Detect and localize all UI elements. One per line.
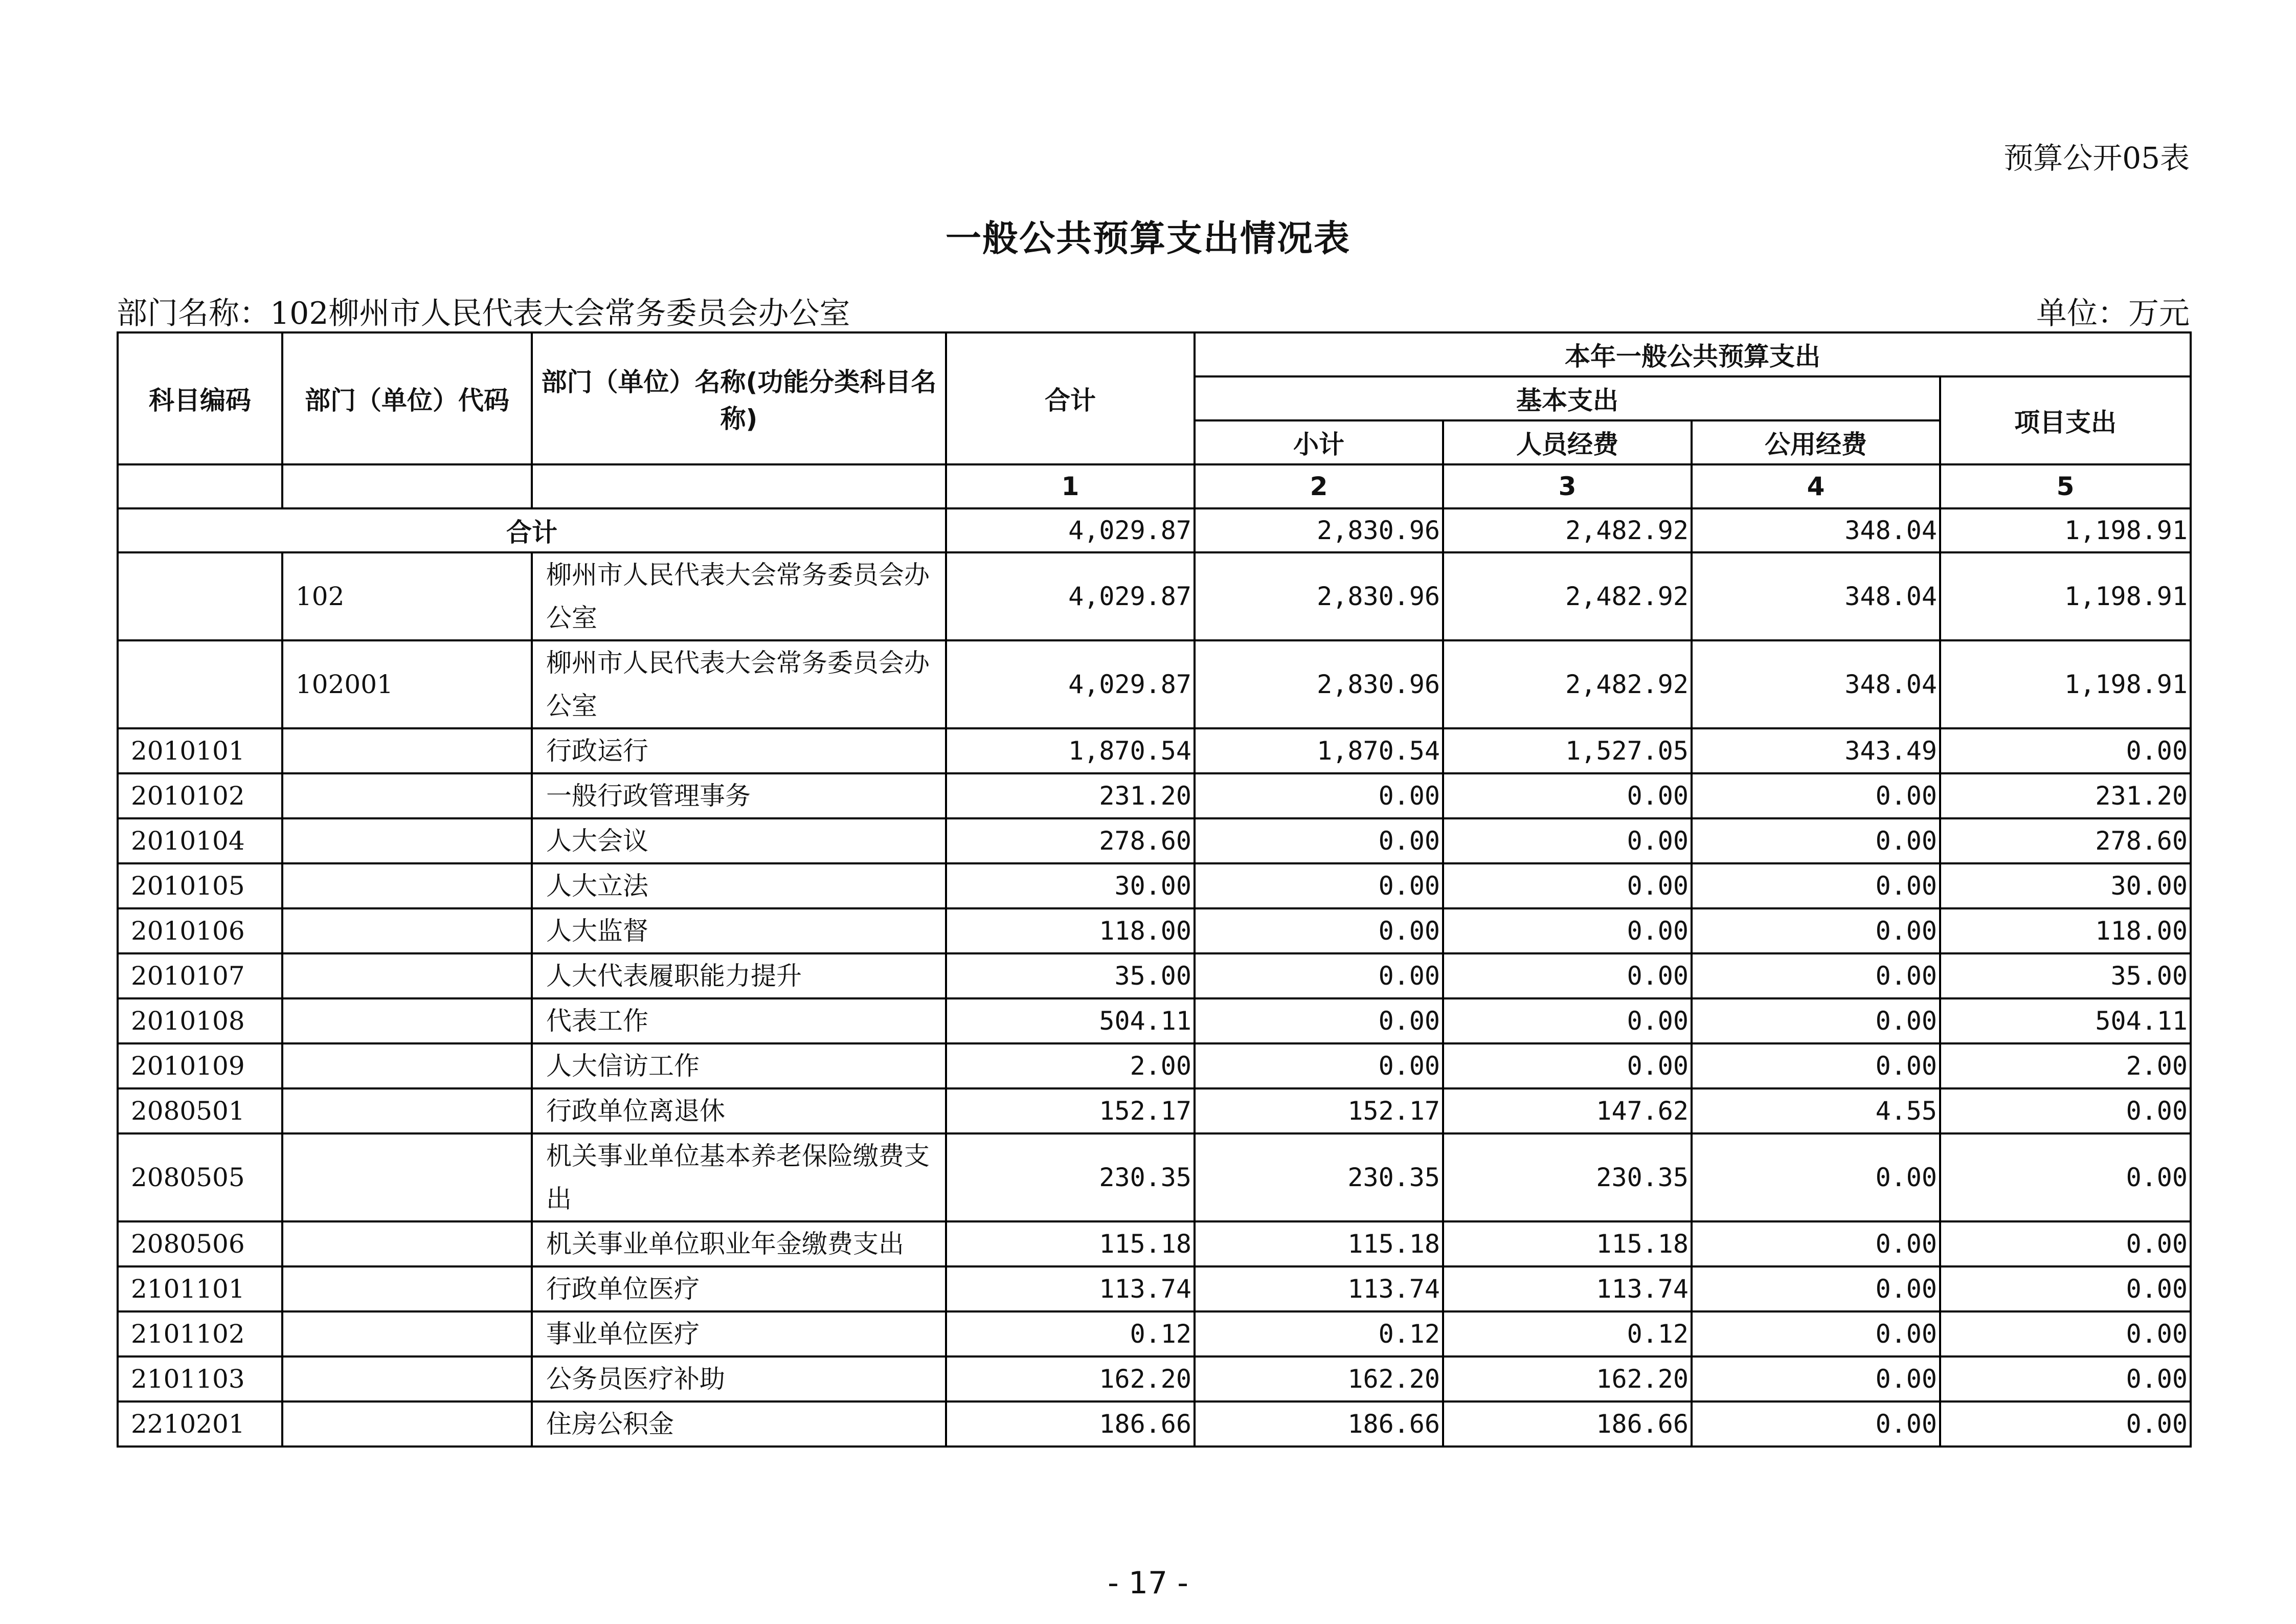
dept-name-cell: 人大立法 [532, 863, 946, 908]
amount-cell: 348.04 [1692, 552, 1940, 640]
amount-cell: 0.00 [1940, 1088, 2191, 1133]
table-row [118, 1221, 2191, 1266]
dept-name-cell: 人大监督 [532, 908, 946, 953]
amount-cell: 113.74 [1443, 1266, 1692, 1311]
dept-code-cell [282, 1088, 532, 1133]
amount-cell: 0.00 [1195, 998, 1443, 1043]
dept-code-cell [282, 1311, 532, 1356]
amount-cell: 4.55 [1692, 1088, 1940, 1133]
header-personnel: 人员经费 [1443, 420, 1692, 464]
page-number: - 17 - [1108, 1565, 1188, 1601]
amount-cell: 0.00 [1940, 1356, 2191, 1401]
amount-cell: 0.00 [1195, 773, 1443, 818]
subject-code-cell: 2210201 [118, 1401, 282, 1447]
amount-cell: 0.12 [1443, 1311, 1692, 1356]
amount-cell: 0.00 [1443, 818, 1692, 863]
header-blank [282, 464, 532, 508]
amount-cell: 0.00 [1692, 1311, 1940, 1356]
amount-cell: 118.00 [1940, 908, 2191, 953]
table-row [118, 1043, 2191, 1088]
amount-cell: 0.00 [1940, 1401, 2191, 1447]
amount-cell: 230.35 [946, 1133, 1195, 1221]
form-code: 预算公开05表 [2004, 141, 2190, 175]
dept-code-cell [282, 908, 532, 953]
amount-cell: 504.11 [1940, 998, 2191, 1043]
dept-name-cell: 事业单位医疗 [532, 1311, 946, 1356]
amount-cell: 152.17 [1195, 1088, 1443, 1133]
amount-cell: 115.18 [946, 1221, 1195, 1266]
amount-cell: 0.00 [1940, 1266, 2191, 1311]
subject-code-cell: 2101103 [118, 1356, 282, 1401]
dept-code-cell [282, 1401, 532, 1447]
amount-cell: 0.00 [1443, 998, 1692, 1043]
amount-cell: 4,029.87 [946, 640, 1195, 728]
table-row [118, 908, 2191, 953]
amount-cell: 0.00 [1443, 1043, 1692, 1088]
amount-cell: 162.20 [1195, 1356, 1443, 1401]
amount-cell: 162.20 [1443, 1356, 1692, 1401]
dept-name-cell: 人大代表履职能力提升 [532, 953, 946, 998]
col-number: 2 [1195, 464, 1443, 508]
amount-cell: 0.00 [1692, 1401, 1940, 1447]
amount-cell: 230.35 [1443, 1133, 1692, 1221]
dept-name-cell: 代表工作 [532, 998, 946, 1043]
col-number: 5 [1940, 464, 2191, 508]
header-basic: 基本支出 [1195, 376, 1940, 420]
amount-cell: 2,830.96 [1195, 640, 1443, 728]
dept-code-cell [282, 953, 532, 998]
table-row [118, 1356, 2191, 1401]
dept-code-cell [282, 1356, 532, 1401]
dept-name-cell: 公务员医疗补助 [532, 1356, 946, 1401]
amount-cell: 0.00 [1692, 863, 1940, 908]
dept-code-cell [282, 1133, 532, 1221]
subject-code-cell: 2080501 [118, 1088, 282, 1133]
amount-cell: 35.00 [946, 953, 1195, 998]
dept-name-cell: 机关事业单位基本养老保险缴费支出 [532, 1133, 946, 1221]
amount-cell: 0.00 [1692, 1221, 1940, 1266]
amount-cell: 0.00 [1195, 818, 1443, 863]
amount-cell: 1,527.05 [1443, 728, 1692, 773]
amount-cell: 2,482.92 [1443, 640, 1692, 728]
subject-code-cell: 2080506 [118, 1221, 282, 1266]
table-row [118, 1088, 2191, 1133]
amount-cell: 0.00 [1692, 998, 1940, 1043]
amount-cell: 0.00 [1940, 728, 2191, 773]
budget-table [117, 331, 2192, 1448]
amount-cell: 162.20 [946, 1356, 1195, 1401]
amount-cell: 2,830.96 [1195, 552, 1443, 640]
total-label: 合计 [118, 508, 946, 552]
amount-cell: 186.66 [946, 1401, 1195, 1447]
dept-name-cell: 住房公积金 [532, 1401, 946, 1447]
amount-cell: 343.49 [1692, 728, 1940, 773]
dept-code-cell [282, 1043, 532, 1088]
amount-cell: 2.00 [1940, 1043, 2191, 1088]
amount-cell: 4,029.87 [946, 552, 1195, 640]
amount-cell: 0.00 [1940, 1221, 2191, 1266]
amount-cell: 0.00 [1692, 908, 1940, 953]
amount-cell: 504.11 [946, 998, 1195, 1043]
header-project: 项目支出 [1940, 376, 2191, 464]
header-subtotal: 小计 [1195, 420, 1443, 464]
amount-cell: 115.18 [1443, 1221, 1692, 1266]
header-dept-code: 部门（单位）代码 [282, 332, 532, 464]
subject-code-cell: 2101101 [118, 1266, 282, 1311]
amount-cell: 2,482.92 [1443, 552, 1692, 640]
subject-code-cell [118, 640, 282, 728]
header-total: 合计 [946, 332, 1195, 464]
amount-cell: 113.74 [1195, 1266, 1443, 1311]
total-value: 2,830.96 [1195, 508, 1443, 552]
dept-code-cell [282, 863, 532, 908]
dept-code-cell [282, 818, 532, 863]
subject-code-cell [118, 552, 282, 640]
total-value: 348.04 [1692, 508, 1940, 552]
header-dept-name: 部门（单位）名称(功能分类科目名称) [532, 332, 946, 464]
amount-cell: 0.00 [1692, 1133, 1940, 1221]
dept-name-cell: 人大会议 [532, 818, 946, 863]
amount-cell: 0.00 [1195, 908, 1443, 953]
subject-code-cell: 2010108 [118, 998, 282, 1043]
col-number: 3 [1443, 464, 1692, 508]
table-row [118, 1266, 2191, 1311]
table-row [118, 1133, 2191, 1221]
amount-cell: 30.00 [946, 863, 1195, 908]
table-row [118, 773, 2191, 818]
dept-name-cell: 行政单位离退休 [532, 1088, 946, 1133]
amount-cell: 0.00 [1692, 1356, 1940, 1401]
amount-cell: 0.00 [1692, 953, 1940, 998]
amount-cell: 1,870.54 [1195, 728, 1443, 773]
amount-cell: 230.35 [1195, 1133, 1443, 1221]
subject-code-cell: 2010109 [118, 1043, 282, 1088]
amount-cell: 30.00 [1940, 863, 2191, 908]
amount-cell: 2.00 [946, 1043, 1195, 1088]
total-value: 4,029.87 [946, 508, 1195, 552]
total-value: 1,198.91 [1940, 508, 2191, 552]
table-row [118, 1311, 2191, 1356]
subject-code-cell: 2080505 [118, 1133, 282, 1221]
amount-cell: 0.00 [1443, 863, 1692, 908]
amount-cell: 35.00 [1940, 953, 2191, 998]
subject-code-cell: 2101102 [118, 1311, 282, 1356]
amount-cell: 0.00 [1940, 1133, 2191, 1221]
header-current-year: 本年一般公共预算支出 [1195, 332, 2191, 376]
amount-cell: 1,198.91 [1940, 552, 2191, 640]
table-row [118, 1401, 2191, 1447]
amount-cell: 0.00 [1692, 1266, 1940, 1311]
amount-cell: 113.74 [946, 1266, 1195, 1311]
amount-cell: 0.00 [1443, 953, 1692, 998]
table-row [118, 728, 2191, 773]
subject-code-cell: 2010106 [118, 908, 282, 953]
amount-cell: 278.60 [946, 818, 1195, 863]
amount-cell: 0.00 [1692, 818, 1940, 863]
subject-code-cell: 2010101 [118, 728, 282, 773]
table-body [118, 508, 2191, 1447]
amount-cell: 0.00 [1443, 908, 1692, 953]
unit-label: 单位：万元 [2036, 296, 2190, 331]
amount-cell: 0.12 [946, 1311, 1195, 1356]
amount-cell: 1,870.54 [946, 728, 1195, 773]
subject-code-cell: 2010107 [118, 953, 282, 998]
total-value: 2,482.92 [1443, 508, 1692, 552]
table-row [118, 818, 2191, 863]
table-row [118, 640, 2191, 728]
page-title: 一般公共预算支出情况表 [946, 217, 1350, 259]
amount-cell: 0.12 [1195, 1311, 1443, 1356]
amount-cell: 278.60 [1940, 818, 2191, 863]
dept-name-cell: 一般行政管理事务 [532, 773, 946, 818]
dept-name-cell: 行政单位医疗 [532, 1266, 946, 1311]
header-blank [532, 464, 946, 508]
amount-cell: 0.00 [1195, 1043, 1443, 1088]
table-row [118, 953, 2191, 998]
department-label: 部门名称：102柳州市人民代表大会常务委员会办公室 [117, 296, 850, 331]
amount-cell: 147.62 [1443, 1088, 1692, 1133]
dept-name-cell: 行政运行 [532, 728, 946, 773]
amount-cell: 348.04 [1692, 640, 1940, 728]
dept-name-cell: 柳州市人民代表大会常务委员会办公室 [532, 552, 946, 640]
amount-cell: 231.20 [946, 773, 1195, 818]
amount-cell: 118.00 [946, 908, 1195, 953]
amount-cell: 0.00 [1940, 1311, 2191, 1356]
amount-cell: 0.00 [1692, 773, 1940, 818]
subject-code-cell: 2010105 [118, 863, 282, 908]
amount-cell: 0.00 [1692, 1043, 1940, 1088]
amount-cell: 186.66 [1195, 1401, 1443, 1447]
dept-code-cell [282, 1221, 532, 1266]
dept-code-cell: 102001 [282, 640, 532, 728]
header-subject-code: 科目编码 [118, 332, 282, 464]
amount-cell: 0.00 [1195, 863, 1443, 908]
subject-code-cell: 2010104 [118, 818, 282, 863]
table-row [118, 552, 2191, 640]
amount-cell: 0.00 [1195, 953, 1443, 998]
dept-code-cell [282, 773, 532, 818]
dept-name-cell: 柳州市人民代表大会常务委员会办公室 [532, 640, 946, 728]
dept-name-cell: 机关事业单位职业年金缴费支出 [532, 1221, 946, 1266]
col-number: 1 [946, 464, 1195, 508]
table-row [118, 998, 2191, 1043]
amount-cell: 0.00 [1443, 773, 1692, 818]
dept-code-cell [282, 998, 532, 1043]
amount-cell: 231.20 [1940, 773, 2191, 818]
dept-code-cell [282, 1266, 532, 1311]
amount-cell: 186.66 [1443, 1401, 1692, 1447]
dept-code-cell [282, 728, 532, 773]
amount-cell: 1,198.91 [1940, 640, 2191, 728]
header-public: 公用经费 [1692, 420, 1940, 464]
table-row [118, 863, 2191, 908]
total-row [118, 508, 2191, 552]
header-blank [118, 464, 282, 508]
dept-name-cell: 人大信访工作 [532, 1043, 946, 1088]
dept-code-cell: 102 [282, 552, 532, 640]
amount-cell: 152.17 [946, 1088, 1195, 1133]
amount-cell: 115.18 [1195, 1221, 1443, 1266]
col-number: 4 [1692, 464, 1940, 508]
subject-code-cell: 2010102 [118, 773, 282, 818]
